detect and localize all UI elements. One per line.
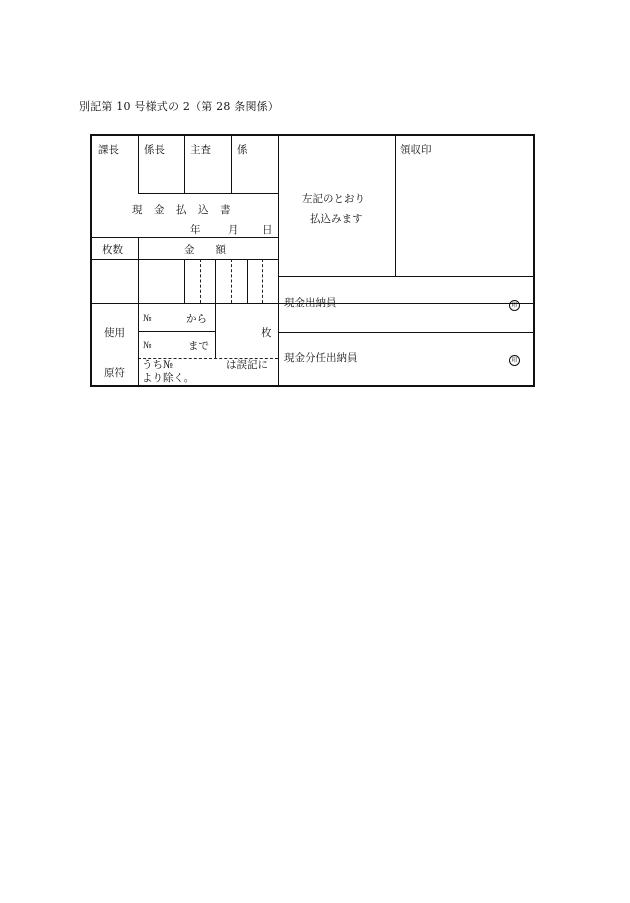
date-day: 日: [262, 224, 273, 236]
divider: [138, 331, 215, 332]
divider: [278, 276, 535, 277]
divider: [395, 136, 396, 276]
dashed-divider: [200, 259, 201, 303]
original-line2: より除く。: [142, 372, 195, 384]
divider: [92, 237, 278, 238]
usage-label: 使用: [104, 327, 125, 339]
original-line1-prefix: うち№: [142, 359, 173, 371]
cashier-seal-icon: 印: [509, 300, 520, 311]
date-month: 月: [228, 224, 239, 236]
form-heading: 別記第 10 号様式の 2（第 28 条関係）: [79, 100, 280, 113]
usage-sheets: 枚: [261, 327, 272, 339]
divider: [138, 193, 278, 194]
divider: [215, 259, 216, 303]
usage-from: から: [186, 313, 207, 325]
section-chief-label: 課長: [98, 144, 119, 156]
unit-chief-label: 係長: [144, 144, 165, 156]
date-year: 年: [190, 224, 201, 236]
amount-label: 金 額: [184, 244, 226, 256]
usage-no-from: №: [143, 314, 152, 324]
divider: [184, 136, 185, 193]
receipt-stamp-label: 領収印: [400, 144, 432, 156]
divider: [231, 136, 232, 193]
divider: [278, 136, 279, 387]
usage-no-to: №: [143, 341, 152, 351]
supervisor-label: 主査: [190, 144, 211, 156]
transfer-text-line1: 左記のとおり: [302, 193, 365, 205]
staff-label: 係: [237, 144, 248, 156]
count-label: 枚数: [102, 244, 123, 256]
dashed-divider: [231, 259, 232, 303]
sub-cashier-seal-icon: 印: [509, 355, 520, 366]
dashed-divider: [262, 259, 263, 303]
form-title: 現 金 払 込 書: [132, 204, 231, 216]
sub-cashier-label: 現金分任出納員: [284, 352, 358, 364]
divider: [138, 237, 139, 387]
divider: [215, 303, 216, 358]
transfer-text-line2: 払込みます: [310, 213, 363, 225]
divider: [138, 136, 139, 193]
divider: [278, 332, 535, 333]
original-label: 原符: [104, 367, 125, 379]
usage-to: まで: [188, 340, 209, 352]
cash-payment-form: [90, 134, 535, 387]
divider: [92, 259, 278, 260]
cashier-label: 現金出納員: [284, 297, 337, 309]
divider: [184, 259, 185, 303]
original-line1-suffix: は誤記に: [226, 359, 268, 371]
divider: [247, 259, 248, 303]
